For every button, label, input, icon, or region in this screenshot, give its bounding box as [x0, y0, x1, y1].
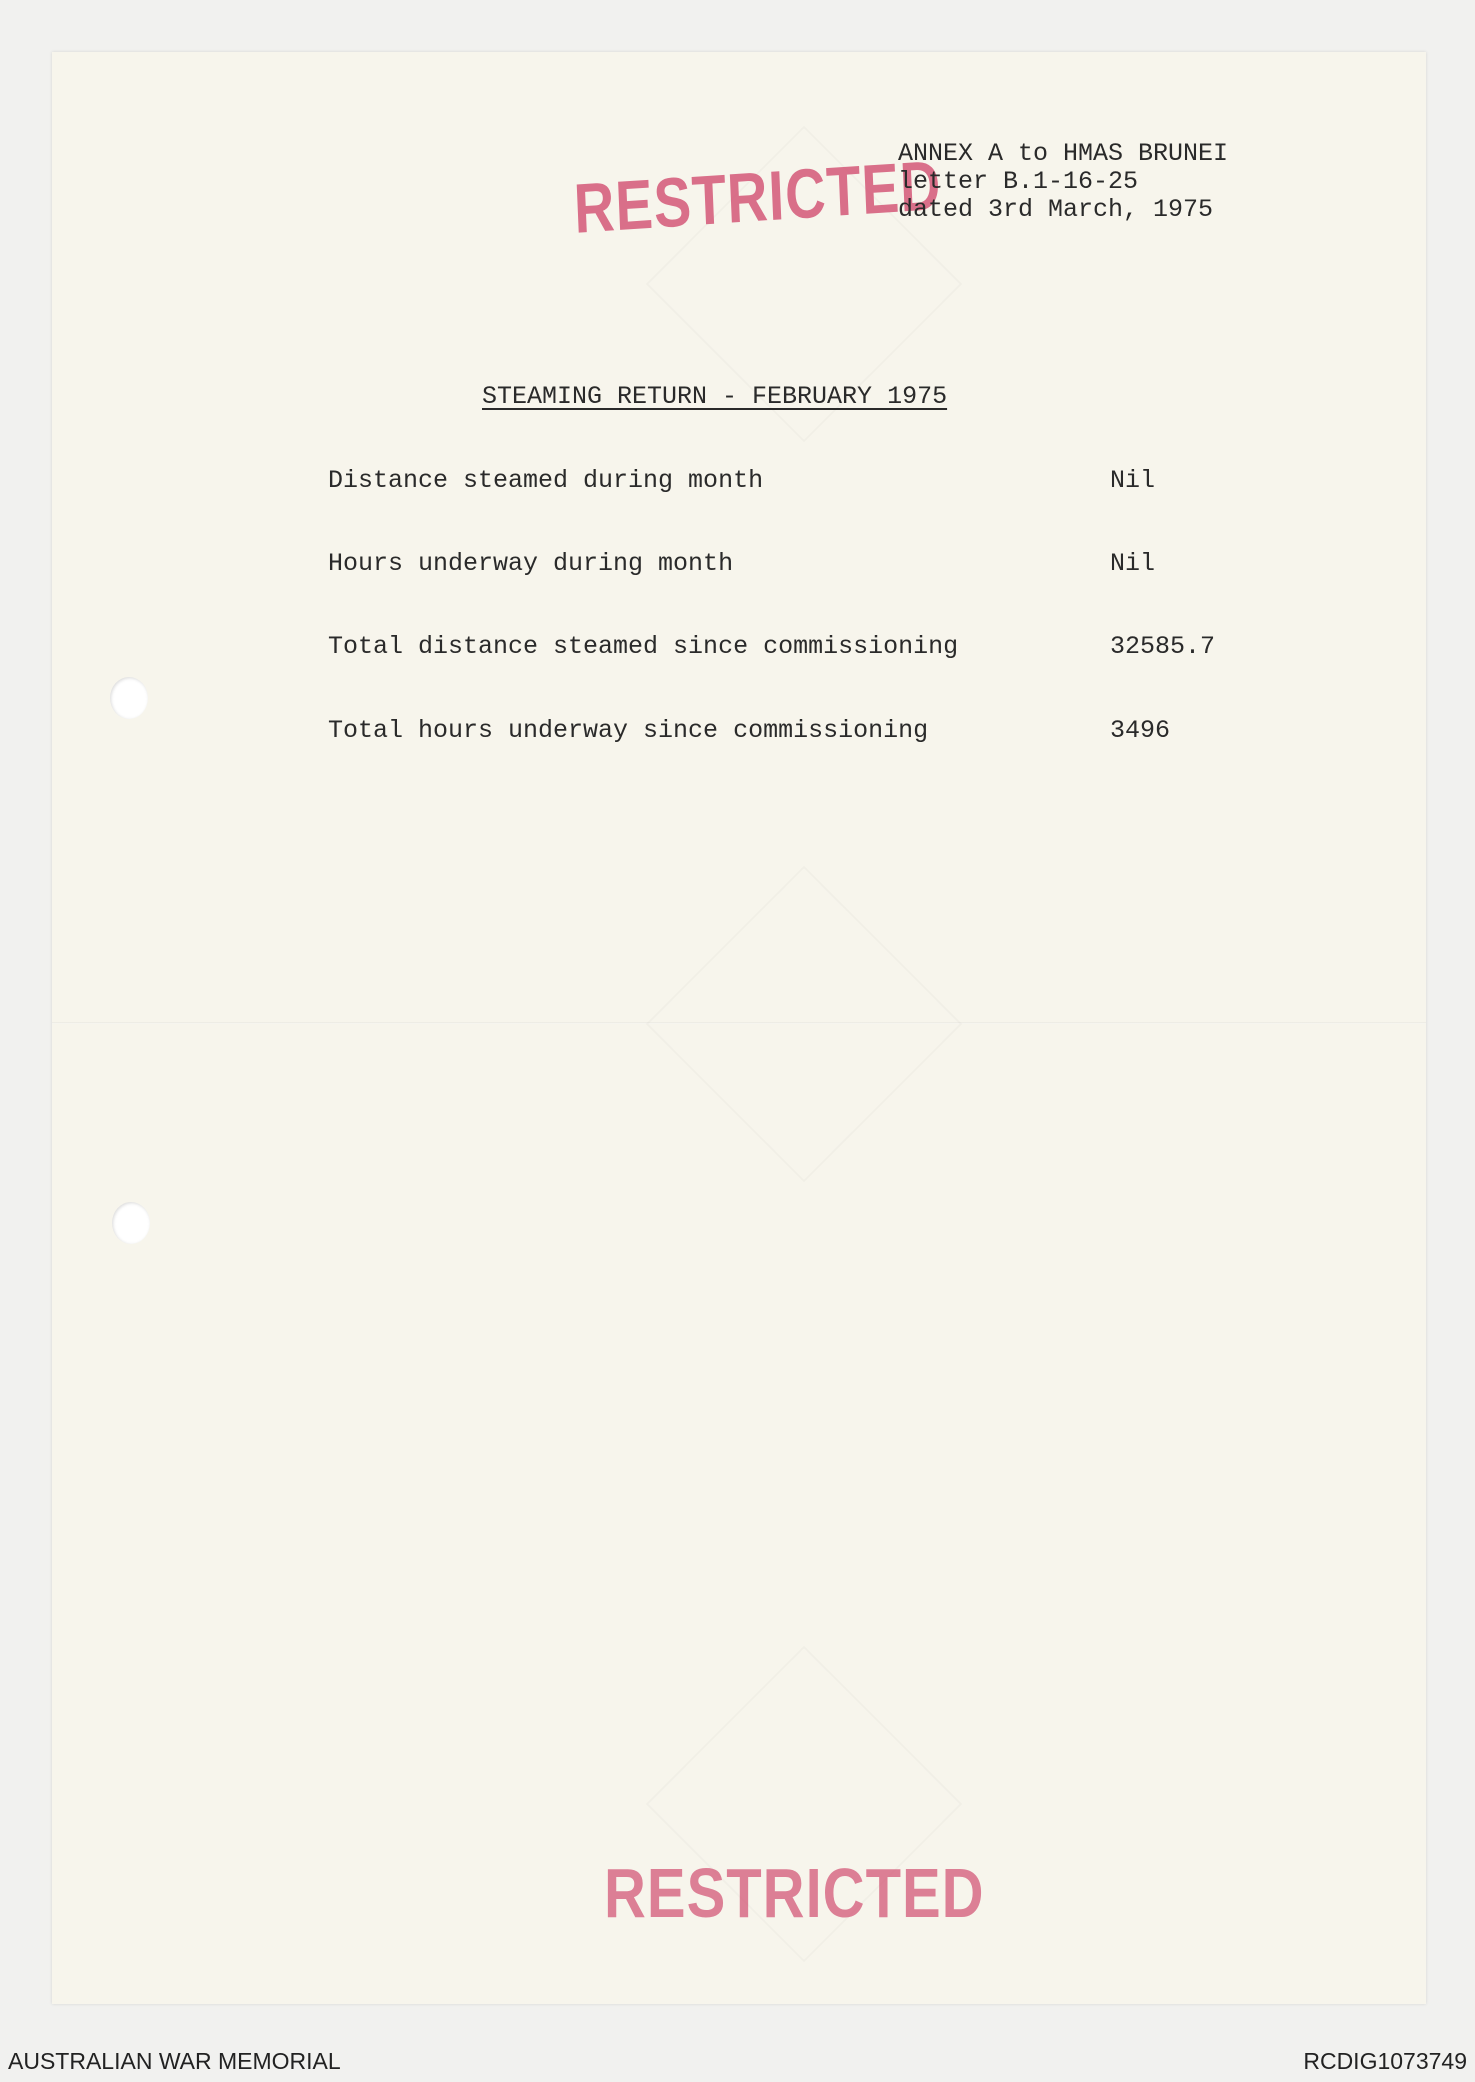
- annex-line: dated 3rd March, 1975: [898, 195, 1214, 224]
- return-row: [52, 466, 1426, 506]
- document-title: STEAMING RETURN - FEBRUARY 1975: [482, 382, 948, 411]
- row-value: Nil: [1110, 549, 1156, 578]
- punch-hole: [110, 677, 148, 719]
- annex-line: ANNEX A to HMAS BRUNEI: [898, 139, 1229, 168]
- archive-identifier: RCDIG1073749: [1303, 2048, 1467, 2074]
- row-label: Total hours underway since commissioning: [328, 716, 929, 745]
- row-label: Hours underway during month: [328, 549, 734, 578]
- archive-credit: AUSTRALIAN WAR MEMORIAL: [8, 2048, 341, 2074]
- annex-line: letter B.1-16-25: [898, 167, 1139, 196]
- row-value: 3496: [1110, 716, 1171, 745]
- punch-hole: [112, 1202, 150, 1244]
- restricted-stamp-top: RESTRICTED: [572, 145, 943, 248]
- row-value: 32585.7: [1110, 632, 1216, 661]
- row-label: Total distance steamed since commissioning: [328, 632, 959, 661]
- row-value: Nil: [1110, 466, 1156, 495]
- restricted-stamp-bottom: RESTRICTED: [604, 1854, 985, 1933]
- return-row: [52, 632, 1426, 672]
- row-label: Distance steamed during month: [328, 466, 764, 495]
- return-row: [52, 549, 1426, 589]
- document-page: [52, 52, 1426, 2004]
- watermark: [646, 866, 963, 1183]
- return-row: [52, 716, 1426, 756]
- annex-reference: [898, 140, 1228, 224]
